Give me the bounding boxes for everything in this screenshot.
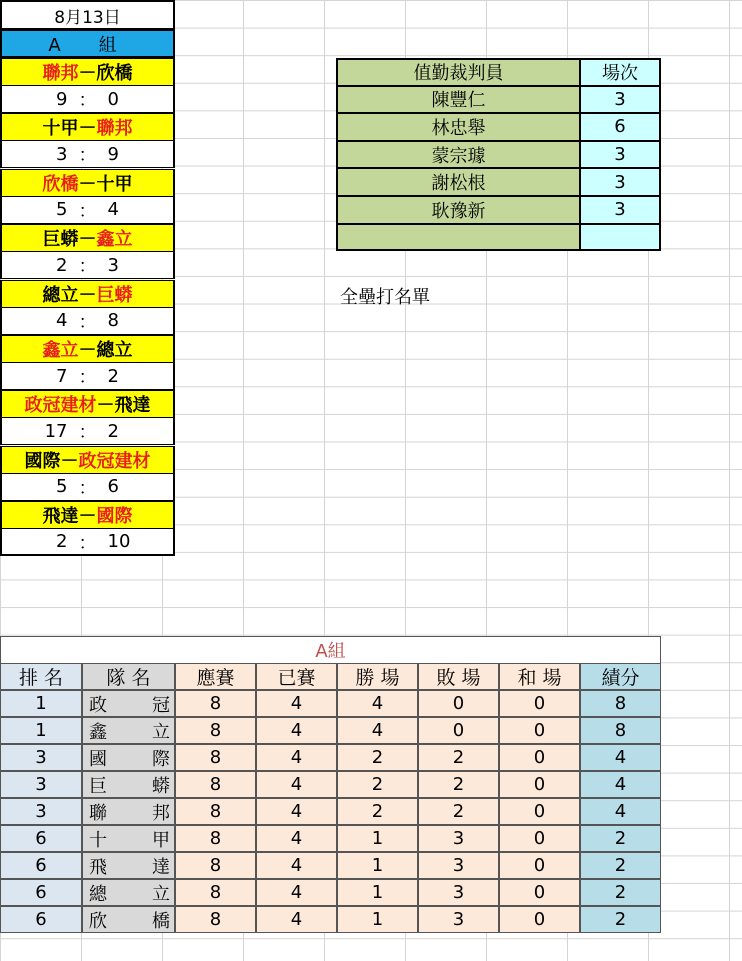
standings-cell-losses[interactable]: 2 — [418, 744, 499, 771]
standings-cell-draws[interactable]: 0 — [499, 771, 580, 798]
match-teams[interactable] — [0, 446, 175, 474]
match-away-score: 0 — [107, 88, 119, 110]
match-dash: － — [78, 118, 97, 140]
standings-cell-rank[interactable]: 3 — [0, 771, 82, 798]
match-dash: － — [78, 284, 97, 306]
match-home-team: 聯邦 — [42, 63, 79, 84]
standings-cell-games-played[interactable]: 4 — [256, 879, 337, 906]
referee-name[interactable]: 謝松根 — [336, 168, 580, 196]
standings-cell-games-scheduled[interactable]: 8 — [175, 798, 256, 825]
referee-count[interactable] — [580, 224, 661, 252]
standings-cell-points[interactable]: 2 — [580, 879, 661, 906]
match-home-score: 2 — [56, 531, 68, 553]
match-away-team: 巨蟒 — [96, 284, 133, 306]
match-home-score: 5 — [56, 199, 68, 221]
match-teams[interactable] — [0, 390, 175, 418]
standings-cell-games-played[interactable]: 4 — [256, 744, 337, 771]
standings-cell-rank[interactable]: 1 — [0, 717, 82, 744]
match-score[interactable] — [0, 474, 175, 501]
match-away-score: 6 — [107, 476, 119, 498]
score-colon: ： — [78, 367, 97, 388]
score-colon: ： — [78, 90, 97, 111]
standings-cell-draws[interactable]: 0 — [499, 798, 580, 825]
standings-cell-team-name[interactable] — [82, 717, 175, 744]
match-home-team: 欣橋 — [42, 173, 79, 195]
score-colon: ： — [78, 256, 97, 278]
match-away-score: 3 — [107, 254, 119, 276]
referee-count[interactable]: 3 — [580, 196, 661, 224]
team-name-char: 達 — [152, 856, 170, 878]
standings-cell-losses[interactable]: 2 — [418, 771, 499, 798]
team-name-char: 欣 — [89, 910, 107, 932]
standings-cell-draws[interactable]: 0 — [499, 879, 580, 906]
match-dash: － — [60, 450, 79, 472]
team-name-char: 聯 — [89, 802, 107, 824]
team-name-char: 政 — [89, 694, 107, 716]
match-teams[interactable] — [0, 335, 175, 363]
match-away-score: 9 — [107, 143, 119, 165]
standings-cell-team-name[interactable] — [82, 771, 175, 798]
standings-cell-team-name[interactable] — [82, 690, 175, 717]
match-teams[interactable] — [0, 280, 175, 308]
standings-cell-wins[interactable]: 4 — [337, 690, 418, 717]
match-score[interactable] — [0, 252, 175, 279]
match-home-score: 9 — [56, 88, 68, 110]
match-home-score: 3 — [56, 143, 68, 165]
team-name-char: 冠 — [152, 694, 170, 716]
standings-cell-rank[interactable]: 6 — [0, 879, 82, 906]
match-score[interactable] — [0, 363, 175, 390]
standings-cell-team-name[interactable] — [82, 879, 175, 906]
standings-cell-team-name[interactable] — [82, 906, 175, 933]
match-away-score: 2 — [107, 365, 119, 387]
match-dash: － — [78, 229, 97, 251]
match-teams[interactable] — [0, 113, 175, 141]
match-away-team: 鑫立 — [96, 229, 133, 251]
score-colon: ： — [78, 532, 97, 554]
standings-cell-games-scheduled[interactable]: 8 — [175, 717, 256, 744]
standings-cell-draws[interactable]: 0 — [499, 690, 580, 717]
standings-cell-points[interactable]: 2 — [580, 825, 661, 852]
match-dash: － — [96, 395, 115, 417]
referee-header-count[interactable]: 場次 — [580, 58, 661, 86]
homerun-list-title[interactable]: 全壘打名單 — [340, 287, 430, 308]
score-colon: ： — [78, 145, 97, 167]
standings-cell-points[interactable]: 8 — [580, 717, 661, 744]
standings-cell-games-played[interactable]: 4 — [256, 771, 337, 798]
team-name-char: 十 — [89, 829, 107, 851]
match-home-team: 政冠建材 — [24, 395, 97, 417]
team-name-char: 巨 — [89, 775, 107, 797]
standings-cell-points[interactable]: 4 — [580, 744, 661, 771]
standings-cell-games-scheduled[interactable]: 8 — [175, 825, 256, 852]
match-teams[interactable] — [0, 169, 175, 197]
standings-cell-points[interactable]: 4 — [580, 771, 661, 798]
match-home-team: 十甲 — [42, 118, 79, 140]
referee-count[interactable]: 6 — [580, 113, 661, 141]
standings-cell-games-played[interactable]: 4 — [256, 825, 337, 852]
standings-cell-games-scheduled[interactable]: 8 — [175, 879, 256, 906]
standings-cell-wins[interactable]: 4 — [337, 717, 418, 744]
match-home-team: 鑫立 — [42, 340, 79, 361]
standings-header-games-scheduled[interactable]: 應賽 — [175, 663, 256, 690]
match-dash: － — [78, 173, 97, 195]
standings-header-team-name[interactable]: 隊 名 — [82, 663, 175, 690]
schedule-date[interactable]: 8月13日 — [0, 0, 175, 30]
standings-cell-draws[interactable]: 0 — [499, 744, 580, 771]
standings-cell-wins[interactable]: 1 — [337, 879, 418, 906]
standings-cell-rank[interactable]: 6 — [0, 825, 82, 852]
match-score[interactable] — [0, 308, 175, 335]
match-dash: － — [78, 340, 97, 361]
standings-cell-rank[interactable]: 6 — [0, 852, 82, 879]
standings-cell-games-played[interactable]: 4 — [256, 852, 337, 879]
standings-cell-rank[interactable]: 3 — [0, 798, 82, 825]
standings-cell-games-scheduled[interactable]: 8 — [175, 771, 256, 798]
match-home-score: 4 — [56, 310, 68, 332]
referee-name[interactable]: 蒙宗璩 — [336, 141, 580, 169]
standings-cell-points[interactable]: 2 — [580, 852, 661, 879]
standings-cell-draws[interactable]: 0 — [499, 852, 580, 879]
standings-cell-games-scheduled[interactable]: 8 — [175, 852, 256, 879]
match-teams[interactable] — [0, 501, 175, 529]
standings-title[interactable]: A組 — [0, 636, 661, 663]
standings-cell-rank[interactable]: 6 — [0, 906, 82, 933]
score-colon: ： — [78, 422, 97, 444]
match-away-team: 政冠建材 — [78, 450, 151, 472]
standings-cell-games-played[interactable]: 4 — [256, 798, 337, 825]
schedule-group-header[interactable]: A 組 — [0, 30, 175, 58]
match-away-team: 欣橋 — [96, 63, 133, 84]
match-away-score: 2 — [107, 420, 119, 442]
team-name-char: 際 — [152, 748, 170, 770]
match-home-team: 巨蟒 — [42, 229, 79, 251]
standings-cell-wins[interactable]: 1 — [337, 825, 418, 852]
match-home-team: 飛達 — [42, 506, 79, 528]
match-home-team: 國際 — [24, 450, 61, 472]
standings-cell-games-scheduled[interactable]: 8 — [175, 906, 256, 933]
team-name-char: 蟒 — [152, 775, 170, 797]
match-away-team: 總立 — [96, 340, 133, 361]
standings-cell-draws[interactable]: 0 — [499, 825, 580, 852]
match-home-score: 17 — [44, 420, 68, 442]
match-dash: － — [78, 506, 97, 528]
standings-cell-wins[interactable]: 1 — [337, 906, 418, 933]
standings-cell-games-played[interactable]: 4 — [256, 906, 337, 933]
referee-count[interactable]: 3 — [580, 141, 661, 169]
match-score[interactable] — [0, 418, 175, 445]
match-teams[interactable] — [0, 58, 175, 86]
match-score[interactable] — [0, 86, 175, 113]
referee-count[interactable]: 3 — [580, 86, 661, 114]
team-name-char: 橋 — [152, 910, 170, 932]
standings-cell-draws[interactable]: 0 — [499, 717, 580, 744]
standings-cell-losses[interactable]: 0 — [418, 717, 499, 744]
standings-cell-rank[interactable]: 1 — [0, 690, 82, 717]
match-away-team: 十甲 — [96, 173, 133, 195]
standings-cell-team-name[interactable] — [82, 798, 175, 825]
standings-cell-draws[interactable]: 0 — [499, 906, 580, 933]
referee-name[interactable]: 陳豐仁 — [336, 86, 580, 114]
standings-cell-games-played[interactable]: 4 — [256, 717, 337, 744]
referee-header-name[interactable]: 值勤裁判員 — [336, 58, 580, 86]
standings-cell-wins[interactable]: 2 — [337, 771, 418, 798]
match-dash: － — [78, 63, 97, 84]
standings-cell-points[interactable]: 4 — [580, 798, 661, 825]
team-name-char: 國 — [89, 748, 107, 770]
standings-cell-points[interactable]: 2 — [580, 906, 661, 933]
standings-cell-wins[interactable]: 1 — [337, 852, 418, 879]
match-home-team: 總立 — [42, 284, 79, 306]
referee-name[interactable] — [336, 224, 580, 252]
team-name-char: 立 — [152, 883, 170, 905]
standings-cell-losses[interactable]: 0 — [418, 690, 499, 717]
team-name-char: 立 — [152, 721, 170, 743]
score-colon: ： — [78, 311, 97, 333]
standings-cell-wins[interactable]: 2 — [337, 744, 418, 771]
match-away-score: 4 — [107, 199, 119, 221]
standings-cell-games-scheduled[interactable]: 8 — [175, 690, 256, 717]
score-colon: ： — [78, 477, 97, 499]
referee-name[interactable]: 林忠舉 — [336, 113, 580, 141]
standings-cell-losses[interactable]: 3 — [418, 906, 499, 933]
match-away-team: 國際 — [96, 506, 133, 528]
standings-cell-games-played[interactable]: 4 — [256, 690, 337, 717]
referee-name[interactable]: 耿豫新 — [336, 196, 580, 224]
match-score[interactable] — [0, 141, 175, 168]
standings-header-rank[interactable]: 排 名 — [0, 663, 82, 690]
match-away-team: 聯邦 — [96, 118, 133, 140]
match-home-score: 5 — [56, 476, 68, 498]
match-away-score: 10 — [107, 531, 131, 553]
standings-header-losses[interactable]: 敗 場 — [418, 663, 499, 690]
score-colon: ： — [78, 200, 97, 222]
team-name-char: 邦 — [152, 802, 170, 824]
team-name-char: 總 — [89, 883, 107, 905]
match-score[interactable] — [0, 197, 175, 224]
standings-cell-games-scheduled[interactable]: 8 — [175, 744, 256, 771]
match-home-score: 2 — [56, 254, 68, 276]
match-away-team: 飛達 — [114, 395, 151, 417]
team-name-char: 鑫 — [89, 721, 107, 743]
standings-cell-losses[interactable]: 2 — [418, 798, 499, 825]
standings-header-wins[interactable]: 勝 場 — [337, 663, 418, 690]
standings-cell-team-name[interactable] — [82, 825, 175, 852]
standings-cell-losses[interactable]: 3 — [418, 879, 499, 906]
standings-header-draws[interactable]: 和 場 — [499, 663, 580, 690]
team-name-char: 甲 — [152, 829, 170, 851]
team-name-char: 飛 — [89, 856, 107, 878]
standings-header-points[interactable]: 績分 — [580, 663, 661, 690]
referee-count[interactable]: 3 — [580, 168, 661, 196]
standings-cell-team-name[interactable] — [82, 744, 175, 771]
standings-cell-wins[interactable]: 2 — [337, 798, 418, 825]
match-teams[interactable] — [0, 224, 175, 252]
standings-header-games-played[interactable]: 已賽 — [256, 663, 337, 690]
match-score[interactable] — [0, 529, 175, 556]
match-home-score: 7 — [56, 365, 68, 387]
match-away-score: 8 — [107, 310, 119, 332]
standings-cell-team-name[interactable] — [82, 852, 175, 879]
standings-cell-losses[interactable]: 3 — [418, 852, 499, 879]
standings-cell-points[interactable]: 8 — [580, 690, 661, 717]
standings-cell-rank[interactable]: 3 — [0, 744, 82, 771]
standings-cell-losses[interactable]: 3 — [418, 825, 499, 852]
